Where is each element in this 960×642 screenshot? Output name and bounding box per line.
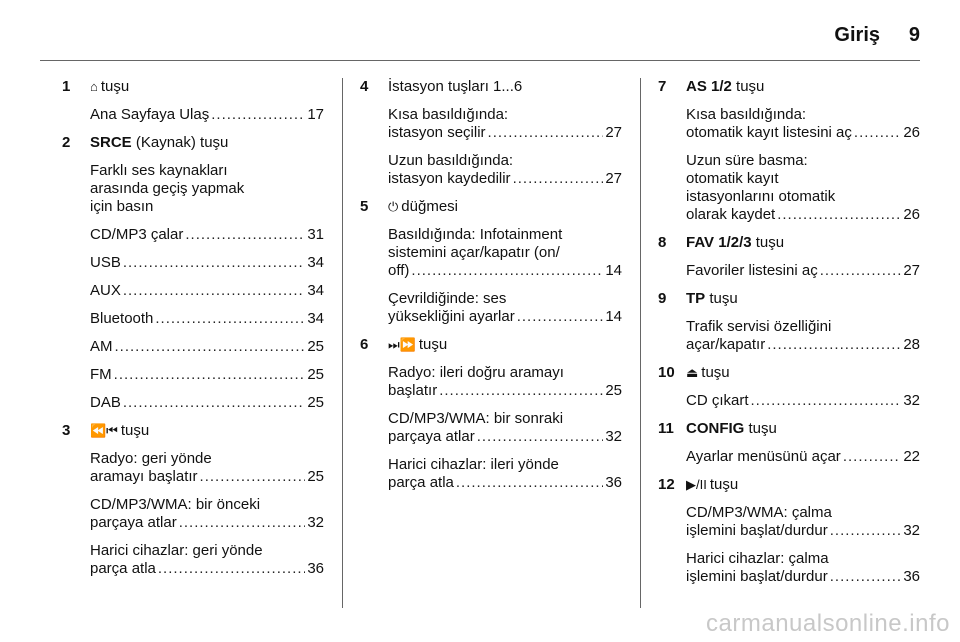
description-line: Kısa basıldığında: (388, 106, 509, 123)
control-item (360, 336, 622, 492)
description-line: CD/MP3/WMA: bir sonraki (388, 410, 564, 427)
dot-leader (411, 262, 603, 280)
play-pause-icon: ▶/II (686, 477, 707, 492)
reference-page-number: 36 (307, 560, 324, 577)
page-reference (686, 124, 920, 142)
reference-text: off) (388, 262, 410, 279)
control-label: tuşu (755, 234, 785, 251)
dot-leader (158, 560, 305, 578)
reference-text: Ana Sayfaya Ulaş (90, 106, 210, 123)
page-reference (90, 254, 324, 272)
description-entry (360, 410, 622, 446)
control-heading (62, 134, 324, 152)
description-entry (658, 392, 920, 410)
description-line: için basın (90, 198, 154, 215)
seek-forward-icon: ⏭⏩ (388, 337, 416, 352)
page-reference (686, 392, 920, 410)
column-2 (360, 78, 622, 608)
description-entry (62, 226, 324, 244)
page-reference (686, 568, 920, 586)
reference-page-number: 27 (605, 170, 622, 187)
control-label: tuşu (100, 78, 130, 95)
control-number: 2 (62, 134, 71, 151)
description-line: Harici cihazlar: geri yönde (90, 542, 263, 559)
description-entry (360, 364, 622, 400)
reference-text: açar/kapatır (686, 336, 766, 353)
page-reference (90, 226, 324, 244)
reference-text: DAB (90, 394, 121, 411)
description-line: Radyo: geri yönde (90, 450, 212, 467)
description-line: istasyonlarını otomatik (686, 188, 836, 205)
reference-page-number: 25 (307, 394, 324, 411)
description-line: Trafik servisi özelliğini (686, 318, 832, 335)
column-divider (640, 78, 641, 608)
reference-page-number: 32 (903, 392, 920, 409)
power-icon: ⏻ (388, 199, 399, 214)
description-line: Basıldığında: Infotainment (388, 226, 563, 243)
reference-page-number: 34 (307, 282, 324, 299)
reference-text: USB (90, 254, 121, 271)
reference-page-number: 25 (307, 468, 324, 485)
dot-leader (517, 308, 604, 326)
reference-page-number: 22 (903, 448, 920, 465)
description-line: Harici cihazlar: çalma (686, 550, 829, 567)
description-entry (658, 504, 920, 540)
dot-leader (830, 568, 902, 586)
dot-leader (123, 394, 305, 412)
page-reference (388, 124, 622, 142)
dot-leader (488, 124, 604, 142)
control-item (62, 134, 324, 412)
reference-text: otomatik kayıt listesini aç (686, 124, 852, 141)
control-label: tuşu (418, 336, 448, 353)
description-entry (62, 282, 324, 300)
description-line: Farklı ses kaynakları (90, 162, 228, 179)
page-reference (388, 308, 622, 326)
dot-leader (751, 392, 902, 410)
description-entry (62, 338, 324, 356)
dot-leader (439, 382, 603, 400)
description-line: CD/MP3/WMA: bir önceki (90, 496, 261, 513)
control-item (658, 364, 920, 410)
control-label: tuşu (120, 422, 150, 439)
page-reference (90, 514, 324, 532)
page-title: Giriş (834, 24, 880, 46)
control-number: 10 (658, 364, 675, 381)
page-reference (388, 428, 622, 446)
description-entry (360, 226, 622, 280)
description-entry (658, 152, 920, 224)
description-line: arasında geçiş yapmak (90, 180, 245, 197)
reference-page-number: 14 (605, 262, 622, 279)
control-heading (360, 78, 622, 96)
dot-leader (830, 522, 902, 540)
eject-icon: ⏏ (686, 365, 699, 380)
page-reference (90, 560, 324, 578)
reference-page-number: 28 (903, 336, 920, 353)
dot-leader (777, 206, 901, 224)
dot-leader (155, 310, 305, 328)
description-line: CD/MP3/WMA: çalma (686, 504, 832, 521)
control-heading (62, 422, 324, 440)
dot-leader (115, 338, 306, 356)
control-number: 11 (658, 420, 674, 437)
reference-page-number: 27 (605, 124, 622, 141)
dot-leader (513, 170, 604, 188)
control-heading (658, 364, 920, 382)
control-label: tuşu (701, 364, 730, 381)
reference-page-number: 25 (307, 366, 324, 383)
control-key-label: FAV 1/2/3 (686, 234, 752, 251)
reference-page-number: 26 (903, 206, 920, 223)
dot-leader (456, 474, 603, 492)
page-reference (90, 106, 324, 124)
control-heading (658, 420, 920, 438)
dot-leader (820, 262, 902, 280)
dot-leader (854, 124, 901, 142)
dot-leader (123, 282, 305, 300)
description-line: sistemini açar/kapatır (on/ (388, 244, 560, 261)
reference-page-number: 36 (903, 568, 920, 585)
reference-text: olarak kaydet (686, 206, 776, 223)
dot-leader (477, 428, 604, 446)
reference-page-number: 32 (307, 514, 324, 531)
control-item (658, 290, 920, 354)
reference-text: CD/MP3 çalar (90, 226, 184, 243)
control-number: 12 (658, 476, 675, 493)
dot-leader (185, 226, 305, 244)
column-divider (342, 78, 343, 608)
page-header (0, 18, 960, 52)
description-entry (658, 550, 920, 586)
reference-text: yüksekliğini ayarlar (388, 308, 515, 325)
dot-leader (123, 254, 305, 272)
reference-text: parçaya atlar (90, 514, 177, 531)
reference-text: parçaya atlar (388, 428, 475, 445)
reference-page-number: 34 (307, 254, 324, 271)
control-number: 8 (658, 234, 667, 251)
control-heading (658, 78, 920, 96)
control-number: 6 (360, 336, 369, 353)
page-reference (388, 382, 622, 400)
control-label: (Kaynak) tuşu (135, 134, 229, 151)
page-reference (90, 282, 324, 300)
control-item (360, 78, 622, 188)
reference-page-number: 26 (903, 124, 920, 141)
description-entry (62, 366, 324, 384)
reference-page-number: 25 (605, 382, 622, 399)
control-number: 7 (658, 78, 667, 95)
reference-text: Ayarlar menüsünü açar (686, 448, 841, 465)
reference-page-number: 14 (605, 308, 622, 325)
control-number: 1 (62, 78, 71, 95)
description-line: otomatik kayıt (686, 170, 779, 187)
description-entry (360, 152, 622, 188)
control-heading (658, 476, 920, 494)
page-reference (90, 366, 324, 384)
description-line: Uzun basıldığında: (388, 152, 514, 169)
description-line: Harici cihazlar: ileri yönde (388, 456, 559, 473)
description-entry (62, 496, 324, 532)
control-key-label: SRCE (90, 134, 132, 151)
control-label: tuşu (736, 78, 765, 95)
reference-text: başlatır (388, 382, 438, 399)
description-entry (62, 450, 324, 486)
reference-text: AM (90, 338, 113, 355)
description-entry (62, 394, 324, 412)
description-entry (360, 106, 622, 142)
description-line: Çevrildiğinde: ses (388, 290, 507, 307)
control-key-label: TP (686, 290, 706, 307)
reference-text: Favoriler listesini aç (686, 262, 818, 279)
reference-text: FM (90, 366, 112, 383)
description-entry (62, 254, 324, 272)
dot-leader (211, 106, 305, 124)
dot-leader (114, 366, 306, 384)
page-reference (90, 338, 324, 356)
description-entry (62, 542, 324, 578)
page-reference (90, 394, 324, 412)
reference-text: işlemini başlat/durdur (686, 522, 828, 539)
reference-page-number: 34 (307, 310, 324, 327)
control-label: tuşu (748, 420, 777, 437)
control-key-label: CONFIG (686, 420, 745, 437)
dot-leader (179, 514, 306, 532)
page-reference (686, 522, 920, 540)
description-entry (658, 448, 920, 466)
seek-back-icon: ⏪⏮ (90, 423, 118, 438)
reference-page-number: 27 (903, 262, 920, 279)
reference-text: CD çıkart (686, 392, 749, 409)
control-item (360, 198, 622, 326)
control-item (658, 234, 920, 280)
column-3 (658, 78, 920, 608)
control-label: İstasyon tuşları 1...6 (388, 78, 523, 95)
reference-page-number: 31 (307, 226, 324, 243)
page-reference (388, 474, 622, 492)
page-reference (388, 170, 622, 188)
footer (0, 612, 960, 642)
description-entry (658, 318, 920, 354)
control-item (62, 78, 324, 124)
page-reference (90, 468, 324, 486)
description-entry (62, 162, 324, 216)
dot-leader (767, 336, 901, 354)
description-entry (360, 456, 622, 492)
control-number: 4 (360, 78, 369, 95)
page-reference (90, 310, 324, 328)
control-number: 3 (62, 422, 71, 439)
dot-leader (200, 468, 306, 486)
description-entry (62, 310, 324, 328)
reference-page-number: 32 (605, 428, 622, 445)
control-key-label: AS 1/2 (686, 78, 732, 95)
control-heading (62, 78, 324, 96)
control-item (62, 422, 324, 578)
column-1 (62, 78, 324, 608)
reference-text: AUX (90, 282, 121, 299)
control-heading (658, 234, 920, 252)
control-heading (360, 198, 622, 216)
reference-text: işlemini başlat/durdur (686, 568, 828, 585)
reference-page-number: 25 (307, 338, 324, 355)
description-line: Kısa basıldığında: (686, 106, 807, 123)
reference-page-number: 32 (903, 522, 920, 539)
header-rule (40, 60, 920, 61)
control-number: 9 (658, 290, 667, 307)
page-reference (388, 262, 622, 280)
home-icon: ⌂ (90, 79, 98, 94)
dot-leader (843, 448, 902, 466)
page-reference (686, 262, 920, 280)
description-line: Uzun süre basma: (686, 152, 808, 169)
reference-text: parça atla (90, 560, 156, 577)
page-reference (686, 206, 920, 224)
control-heading (360, 336, 622, 354)
watermark-link[interactable]: carmanualsonline.info (706, 610, 950, 637)
reference-text: parça atla (388, 474, 454, 491)
control-item (658, 78, 920, 224)
description-entry (658, 106, 920, 142)
control-item (658, 420, 920, 466)
reference-page-number: 17 (307, 106, 324, 123)
control-item (658, 476, 920, 586)
control-number: 5 (360, 198, 369, 215)
page-number: 9 (908, 24, 920, 46)
reference-text: istasyon seçilir (388, 124, 486, 141)
description-entry (62, 106, 324, 124)
page-reference (686, 336, 920, 354)
reference-text: istasyon kaydedilir (388, 170, 511, 187)
reference-page-number: 36 (605, 474, 622, 491)
control-label: düğmesi (401, 198, 458, 215)
reference-text: Bluetooth (90, 310, 154, 327)
control-label: tuşu (709, 476, 739, 493)
description-line: Radyo: ileri doğru aramayı (388, 364, 564, 381)
description-entry (658, 262, 920, 280)
page-reference (686, 448, 920, 466)
description-entry (360, 290, 622, 326)
control-heading (658, 290, 920, 308)
control-label: tuşu (709, 290, 738, 307)
reference-text: aramayı başlatır (90, 468, 198, 485)
